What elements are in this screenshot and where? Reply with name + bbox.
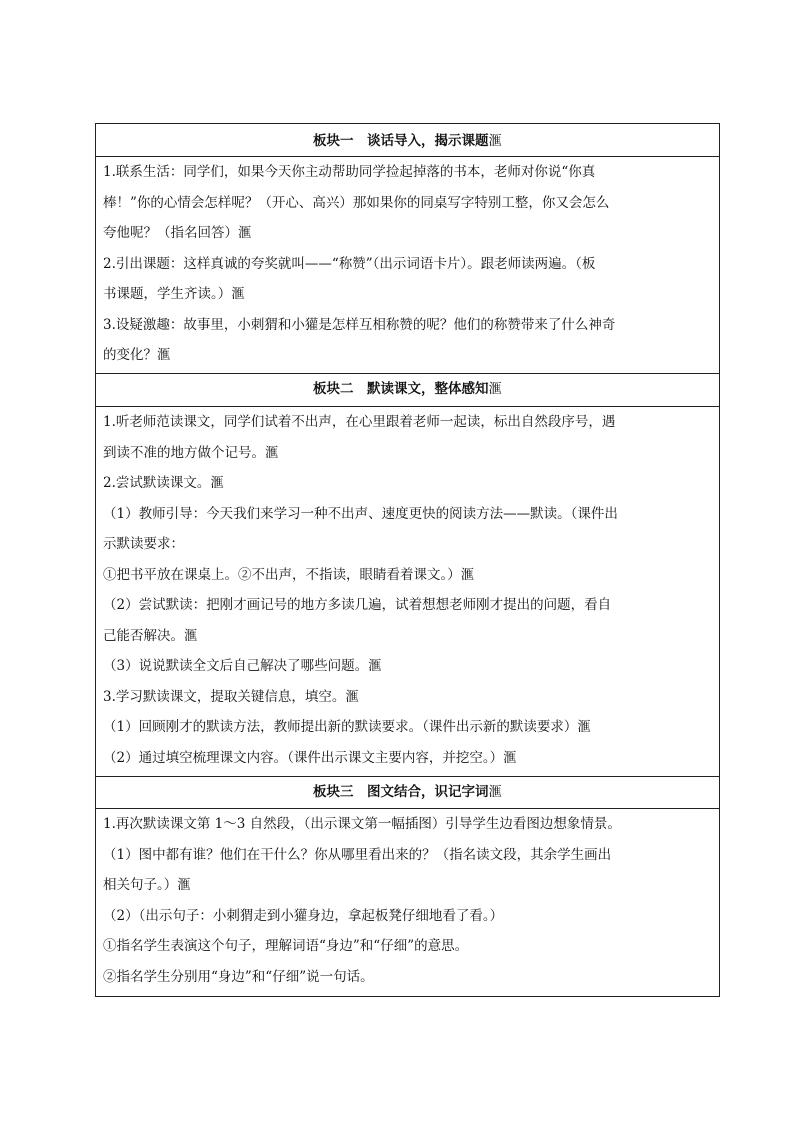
section-heading-2-text: 板块二 默读课文，整体感知: [313, 381, 489, 397]
section-heading-2-mark: 滙: [488, 381, 502, 397]
paragraph-line: ①指名学生表演这个句子，理解词语“身边”和“仔细”的意思。: [103, 938, 469, 954]
paragraph-line: 2.引出课题：这样真诚的夸奖就叫——“称赞”（出示词语卡片）。跟老师读两遍。（板: [103, 255, 596, 272]
paragraph-line: 2.尝试默读课文。滙: [103, 475, 224, 491]
section-body-2: [96, 406, 719, 773]
paragraph-line: （3）说说默读全文后自己解决了哪些问题。滙: [103, 658, 382, 674]
section-heading-3: [96, 776, 719, 807]
paragraph-line: 夸他呢？（指名回答）滙: [103, 225, 252, 241]
paragraph-line: 到读不准的地方做个记号。滙: [103, 444, 279, 461]
paragraph-line: 3.设疑激趣：故事里，小刺猬和小獾是怎样互相称赞的呢？他们的称赞带来了什么神奇: [103, 316, 616, 333]
section-heading-2: [96, 373, 719, 404]
paragraph-line: （1）图中都有谁？他们在干什么？你从哪里看出来的？（指名读文段，其余学生画出: [103, 846, 612, 863]
paragraph-line: 1.联系生活：同学们，如果今天你主动帮助同学捡起掉落的书本，老师对你说“你真: [103, 164, 596, 180]
paragraph-line: 的变化？滙: [103, 347, 171, 363]
lesson-plan-table: [95, 123, 720, 997]
paragraph-line: 棒！”你的心情会怎样呢？（开心、高兴）那如果你的同桌写字特别工整，你又会怎么: [103, 194, 610, 211]
paragraph-line: 书课题，学生齐读。）滙: [103, 286, 245, 302]
section-body-3: [96, 808, 719, 992]
paragraph-line: （1）回顾刚才的默读方法，教师提出新的默读要求。（课件出示新的默读要求）滙: [103, 719, 591, 735]
paragraph-line: 相关句子。）滙: [103, 877, 191, 893]
section-heading-1-mark: 滙: [488, 133, 502, 149]
section-heading-3-mark: 滙: [488, 784, 502, 800]
paragraph-line: 3.学习默读课文，提取关键信息，填空。滙: [103, 688, 359, 705]
section-heading-3-text: 板块三 图文结合，识记字词: [313, 784, 489, 800]
section-body-1: [96, 156, 719, 371]
paragraph-line: （2）通过填空梳理课文内容。（课件出示课文主要内容，并挖空。）滙: [103, 749, 517, 766]
paragraph-line: （2）（出示句子：小刺猬走到小獾身边，拿起板凳仔细地看了看。）: [103, 907, 504, 924]
paragraph-line: 1.听老师范读课文，同学们试着不出声，在心里跟着老师一起读，标出自然段序号，遇: [103, 414, 616, 430]
paragraph-line: 示默读要求：: [103, 536, 184, 552]
paragraph-line: （1）教师引导：今天我们来学习一种不出声、速度更快的阅读方法——默读。（课件出: [103, 505, 618, 522]
section-heading-1: [96, 126, 719, 156]
section-heading-1-text: 板块一 谈话导入，揭示课题: [313, 133, 489, 149]
paragraph-line: 己能否解决。滙: [103, 627, 198, 644]
paragraph-line: ①把书平放在课桌上。②不出声，不指读，眼睛看着课文。）滙: [103, 566, 475, 583]
paragraph-line: （2）尝试默读：把刚才画记号的地方多读几遍，试着想想老师刚才提出的问题，看自: [103, 597, 612, 613]
paragraph-line: ②指名学生分别用“身边”和“仔细”说一句话。: [103, 968, 374, 985]
paragraph-line: 1.再次默读课文第 1～3 自然段，（出示课文第一幅插图）引导学生边看图边想象情景。: [103, 816, 621, 832]
